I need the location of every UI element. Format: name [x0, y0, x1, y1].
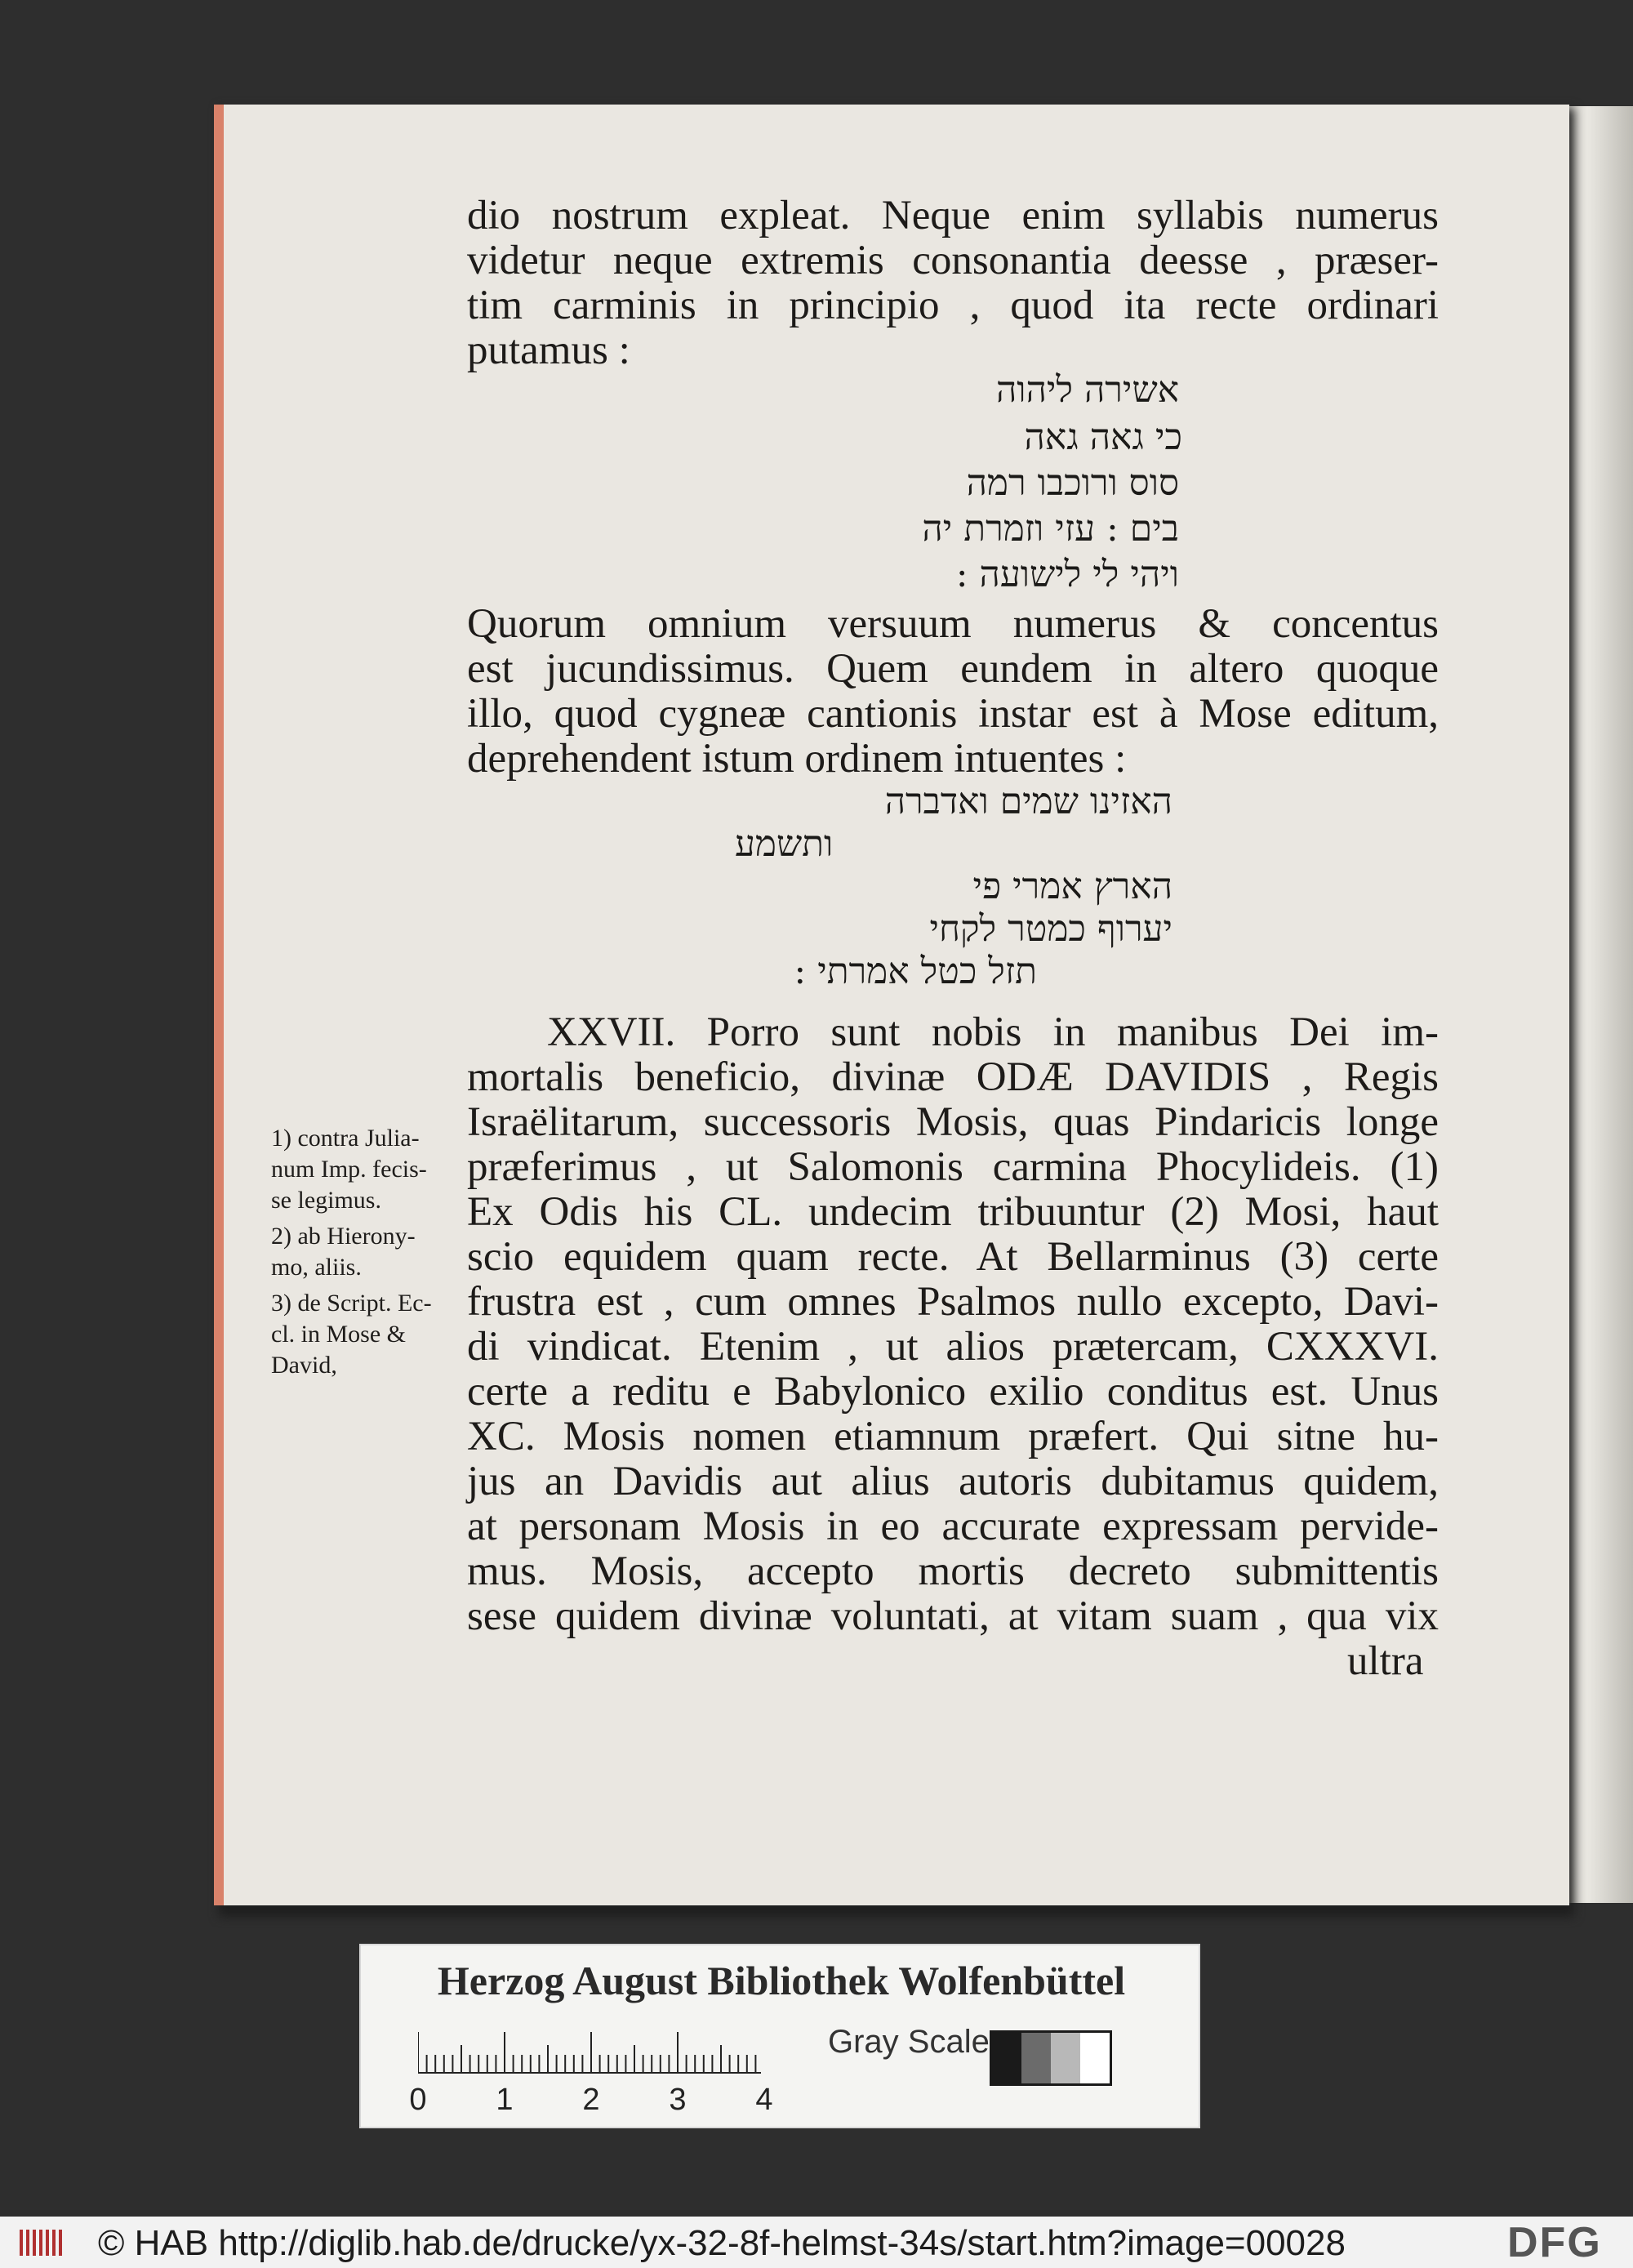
ruler-number: 1: [496, 2083, 514, 2117]
body-line: di vindicat. Etenim , ut alios prætercam, CXXXVI.: [467, 1324, 1439, 1370]
margin-note: David,: [271, 1352, 337, 1379]
body-line: dio nostrum expleat. Neque enim syllabis numerus: [467, 193, 1439, 238]
body-line: mus. Mosis, accepto mortis decreto submittentis: [467, 1548, 1439, 1594]
hebrew-verse: האזינו שמים ואדברה: [884, 781, 1172, 822]
margin-note: num Imp. fecis-: [271, 1156, 427, 1183]
gray-patch: [1080, 2033, 1110, 2083]
gray-scale-patches: [990, 2030, 1112, 2086]
margin-note: 1) contra Julia-: [271, 1125, 420, 1152]
hebrew-verse: בים : עזי וזמרת יה: [922, 508, 1179, 550]
gray-patch: [1021, 2033, 1051, 2083]
body-line: at personam Mosis in eo accurate expressam pervide-: [467, 1504, 1439, 1549]
ruler-number: 2: [582, 2083, 600, 2117]
body-line: deprehendent istum ordinem intuentes :: [467, 736, 1127, 782]
hab-logo-icon: [18, 2226, 67, 2259]
body-line: scio equidem quam recte. At Bellarminus (3) certe: [467, 1234, 1439, 1280]
gray-scale-label: Gray Scale: [828, 2024, 990, 2060]
library-name: Herzog August Bibliothek Wolfenbüttel: [437, 1958, 1126, 2003]
hebrew-verse: ויהי לי לישועה :: [955, 554, 1179, 595]
hebrew-verse: תזל כטל אמרתי :: [794, 951, 1037, 992]
body-line: Ex Odis his CL. undecim tribuuntur (2) Mosi, haut: [467, 1189, 1439, 1235]
hebrew-verse: ותשמע: [735, 823, 834, 865]
gray-patch: [1051, 2033, 1080, 2083]
body-line: Israëlitarum, successoris Mosis, quas Pindaricis longe: [467, 1099, 1439, 1145]
hebrew-verse: אשירה ליהוה: [996, 369, 1179, 411]
body-line: præferimus , ut Salomonis carmina Phocylideis. (1): [467, 1144, 1439, 1190]
hebrew-verse: הארץ אמרי פי: [972, 866, 1172, 907]
margin-note: cl. in Mose &: [271, 1321, 406, 1348]
gray-patch: [992, 2033, 1021, 2083]
hebrew-verse: יערוף כמטר לקחי: [929, 908, 1172, 950]
body-line: sese quidem divinæ voluntati, at vitam suam , qua vix: [467, 1593, 1439, 1639]
scale-card: [359, 1944, 1200, 2128]
body-line: illo, quod cygneæ cantionis instar est à Mose editum,: [467, 691, 1439, 737]
section-start-line: XXVII. Porro sunt nobis in manibus Dei im-: [547, 1009, 1439, 1055]
hebrew-verse: סוס ורוכבו רמה: [966, 462, 1179, 504]
margin-note: 2) ab Hierony-: [271, 1223, 416, 1250]
margin-note: se legimus.: [271, 1187, 381, 1214]
dfg-logo: DFG: [1507, 2219, 1602, 2266]
margin-note: mo, aliis.: [271, 1254, 362, 1281]
body-line: putamus :: [467, 328, 630, 373]
catchword: ultra: [1347, 1638, 1424, 1684]
hebrew-verse: כי גאה גאה: [1024, 417, 1182, 458]
body-line: mortalis beneficio, divinæ ODÆ DAVIDIS , Regis: [467, 1054, 1439, 1100]
body-line: tim carminis in principio , quod ita recte ordinari: [467, 283, 1439, 328]
body-line: frustra est , cum omnes Psalmos nullo excepto, Davi-: [467, 1279, 1439, 1325]
body-line: est jucundissimus. Quem eundem in altero quoque: [467, 646, 1439, 692]
body-line: videtur neque extremis consonantia deesse , præser-: [467, 238, 1439, 283]
ruler-number: 4: [755, 2083, 773, 2117]
ruler-number: 3: [669, 2083, 687, 2117]
body-line: Quorum omnium versuum numerus & concentus: [467, 601, 1439, 647]
margin-note: 3) de Script. Ec-: [271, 1290, 432, 1317]
source-url-link[interactable]: © HAB http://diglib.hab.de/drucke/yx-32-8f-helmst-34s/start.htm?image=00028: [98, 2223, 1346, 2263]
ruler: [418, 2025, 761, 2074]
body-line: jus an Davidis aut alius autoris dubitamus quidem,: [467, 1459, 1439, 1504]
body-line: XC. Mosis nomen etiamnum præfert. Qui sitne hu-: [467, 1414, 1439, 1459]
ruler-number: 0: [409, 2083, 427, 2117]
body-line: certe a reditu e Babylonico exilio conditus est. Unus: [467, 1369, 1439, 1415]
